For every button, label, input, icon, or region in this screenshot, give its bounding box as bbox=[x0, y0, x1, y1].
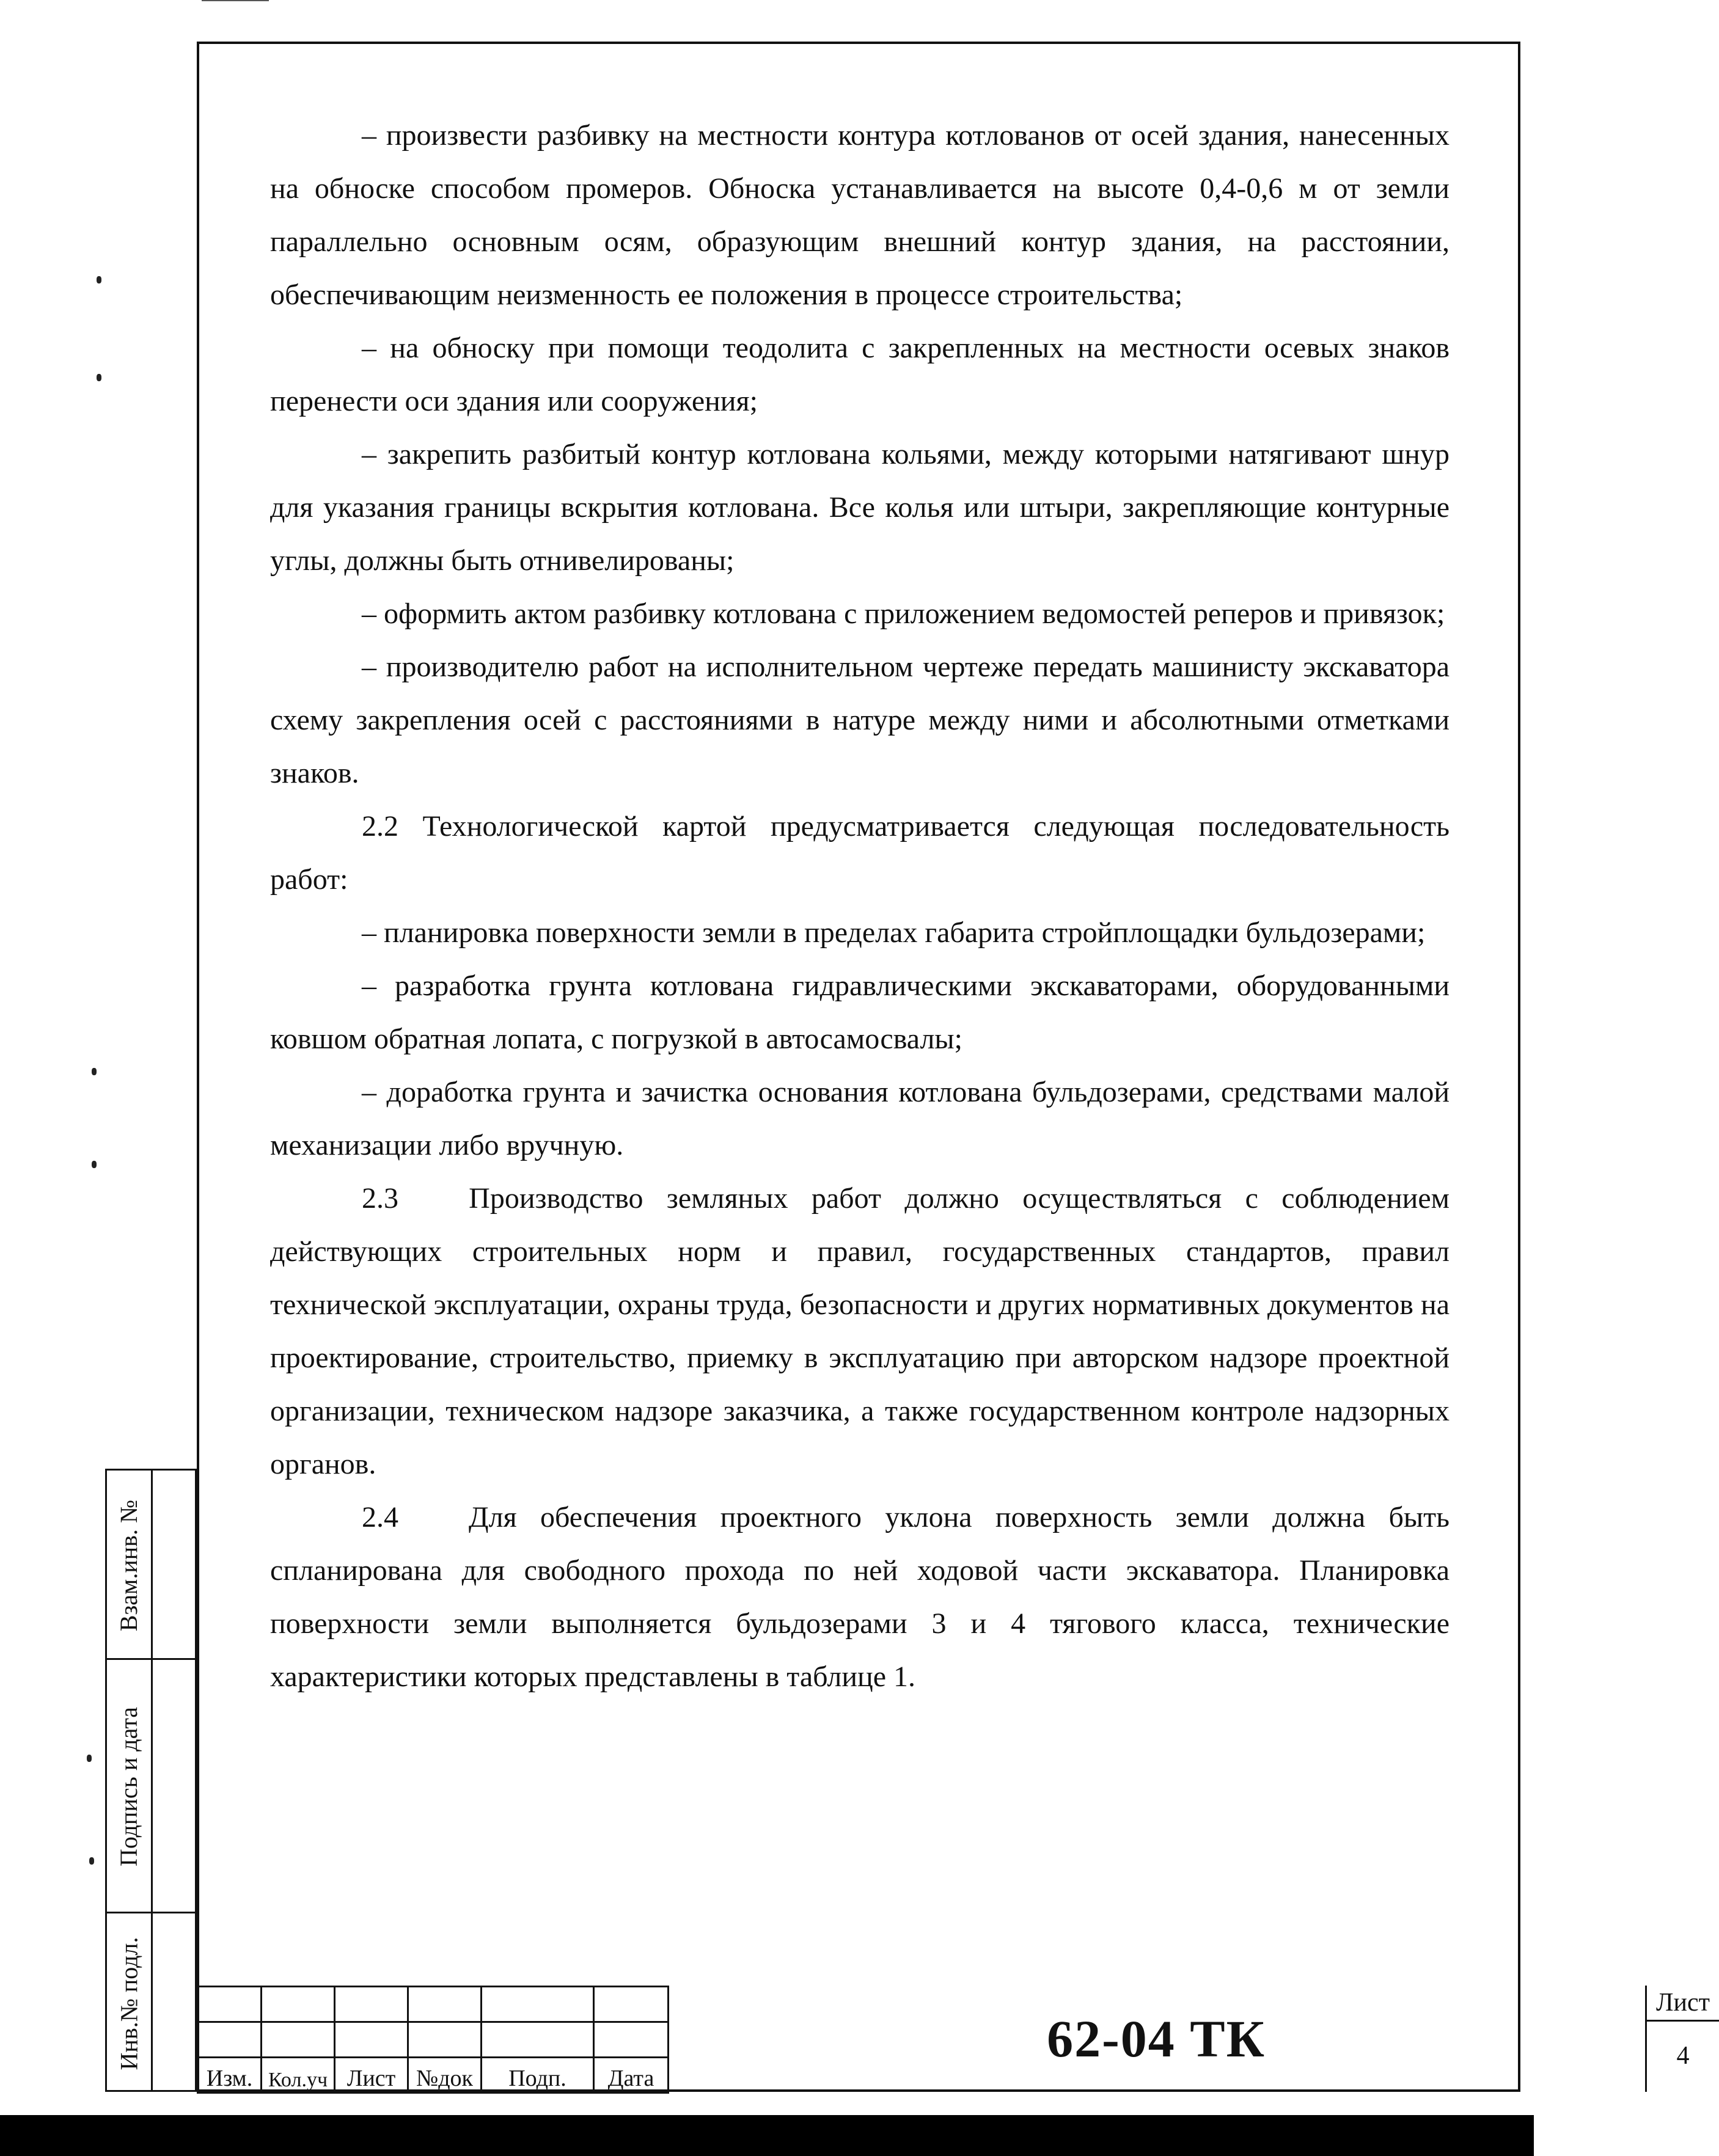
side-cell-vzam bbox=[107, 1469, 195, 1658]
scan-speck bbox=[97, 374, 101, 381]
scan-speck bbox=[89, 1857, 94, 1865]
stamp-col-podp: Подп. bbox=[482, 2058, 594, 2093]
section-paragraph: 2.2 Технологической картой предусматривается следующая последовательность работ: bbox=[270, 810, 1450, 896]
paragraph: – произвести разбивку на местности контура котлованов от осей здания, нанесенных на обноске способом промеров. Обноска устанавливается на высоте 0,4-0,6 м от земли параллельно основным осям, образующим внешний контур здания, на расстоянии, обеспечивающим неизменность ее положения в процессе строительства; bbox=[270, 119, 1450, 311]
scan-speck bbox=[87, 1755, 92, 1762]
scan-edge-line bbox=[202, 0, 269, 1]
stamp-grid bbox=[197, 1986, 669, 2094]
signature-date-label: Подпись и дата bbox=[115, 1706, 143, 1867]
sheet-box bbox=[1645, 1986, 1719, 2092]
inv-original-label: Инв.№ подл. bbox=[115, 1937, 143, 2070]
paragraph: – доработка грунта и зачистка основания котлована бульдозерами, средствами малой механизации либо вручную. bbox=[270, 1076, 1450, 1161]
title-block bbox=[197, 1986, 1710, 2092]
stamp-col-data: Дата bbox=[594, 2058, 669, 2093]
scan-speck bbox=[97, 276, 101, 283]
section-paragraph: 2.3 Производство земляных работ должно осуществляться с соблюдением действующих строительных норм и правил, государственных стандартов, правил технической эксплуатации, охраны труда, безопасности и других нормативных документов на проектирование, строительство, приемку в эксплуатацию при авторском надзоре проектной организации, техническом надзоре заказчика, а также государственном контроле надзорных органов. bbox=[270, 1182, 1457, 1480]
vzam-inv-label: Взам.инв. № bbox=[115, 1499, 143, 1631]
scan-bottom-edge bbox=[0, 2115, 1534, 2156]
stamp-col-ndoc: №док bbox=[408, 2058, 482, 2093]
scan-speck bbox=[92, 1068, 97, 1075]
document-body bbox=[270, 109, 1457, 1703]
side-cell-inv bbox=[107, 1912, 195, 2092]
paragraph: – закрепить разбитый контур котлована кольями, между которыми натягивают шнур для указания границы вскрытия котлована. Все колья или штыри, закрепляющие контурные углы, должны быть отнивелированы; bbox=[270, 438, 1450, 577]
sheet-number: 4 bbox=[1676, 2042, 1690, 2070]
paragraph: – оформить актом разбивку котлована с приложением ведомостей реперов и привязок; bbox=[362, 597, 1445, 630]
document-code: 62-04 ТК bbox=[1047, 2009, 1266, 2068]
sheet-label: Лист bbox=[1647, 1986, 1719, 2022]
section-paragraph: 2.4 Для обеспечения проектного уклона поверхность земли должна быть спланирована для свободного прохода по ней ходовой части экскаватора. Планировка поверхности земли выполняется бульдозерами 3 и 4 тягового класса, технические характеристики которых представлены в таблице 1. bbox=[270, 1501, 1457, 1693]
scan-speck bbox=[92, 1161, 97, 1168]
stamp-col-list: Лист bbox=[335, 2058, 408, 2093]
paragraph: – разработка грунта котлована гидравлическими экскаваторами, оборудованными ковшом обратная лопата, с погрузкой в автосамосвалы; bbox=[270, 970, 1450, 1055]
paragraph: – на обноску при помощи теодолита с закрепленных на местности осевых знаков перенести оси здания или сооружения; bbox=[270, 332, 1450, 417]
paragraph: – планировка поверхности земли в пределах габарита стройплощадки бульдозерами; bbox=[362, 916, 1426, 949]
stamp-col-izm: Изм. bbox=[198, 2058, 262, 2093]
stamp-col-kolvo: Кол.уч bbox=[262, 2058, 335, 2093]
paragraph: – производителю работ на исполнительном чертеже передать машинисту экскаватора схему закрепления осей с расстояниями в натуре между ними и абсолютными отметками знаков. bbox=[270, 651, 1450, 789]
side-cell-podpis bbox=[107, 1658, 195, 1912]
side-binding-column bbox=[105, 1469, 197, 2092]
